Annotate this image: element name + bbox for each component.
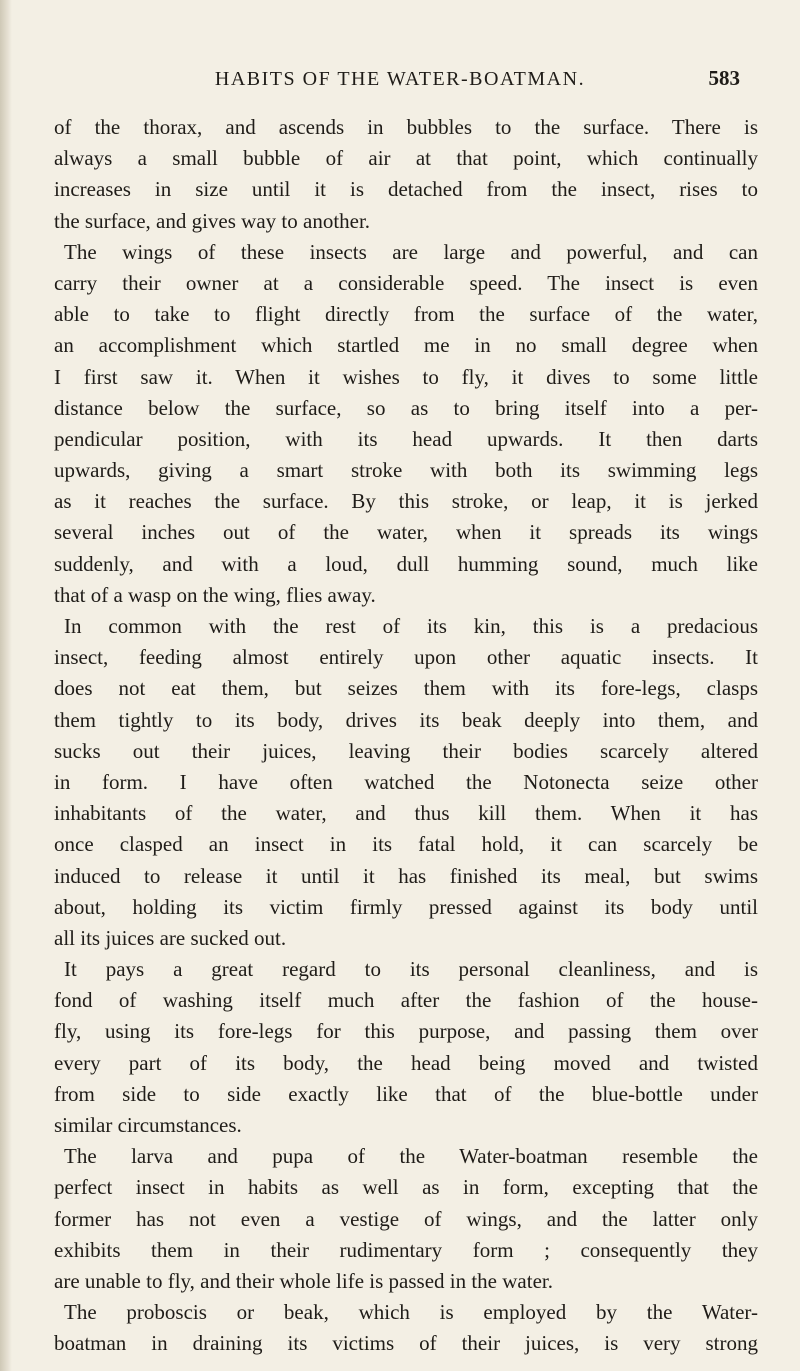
text-line: boatman in draining its victims of their juices, is very strong bbox=[54, 1331, 758, 1356]
text-line: The larva and pupa of the Water-boatman resemble the bbox=[64, 1144, 758, 1169]
text-line: sucks out their juices, leaving their bodies scarcely altered bbox=[54, 738, 758, 763]
text-line: able to take to flight directly from the surface of the water, bbox=[54, 302, 758, 327]
text-line: The wings of these insects are large and powerful, and can bbox=[64, 239, 758, 264]
text-line: all its juices are sucked out. bbox=[54, 925, 287, 950]
text-line: perfect insect in habits as well as in form, excepting that the bbox=[54, 1175, 758, 1200]
text-line: suddenly, and with a loud, dull humming sound, much like bbox=[54, 551, 758, 576]
text-line: from side to side exactly like that of the blue-bottle under bbox=[54, 1081, 758, 1106]
text-line: It pays a great regard to its personal cleanliness, and is bbox=[64, 957, 758, 982]
text-line: former has not even a vestige of wings, and the latter only bbox=[54, 1206, 758, 1231]
page-number: 583 bbox=[708, 66, 740, 90]
text-line: several inches out of the water, when it spreads its wings bbox=[54, 520, 758, 545]
text-line: as it reaches the surface. By this stroke, or leap, it is jerked bbox=[54, 489, 758, 514]
text-line: induced to release it until it has finished its meal, but swims bbox=[54, 863, 758, 888]
text-line: upwards, giving a smart stroke with both its swimming legs bbox=[54, 458, 758, 483]
text-line: pendicular position, with its head upwards. It then darts bbox=[54, 426, 758, 451]
text-line: of the thorax, and ascends in bubbles to the surface. There is bbox=[54, 115, 758, 139]
text-line: I first saw it. When it wishes to fly, it dives to some little bbox=[54, 364, 758, 389]
text-line: that of a wasp on the wing, flies away. bbox=[54, 582, 376, 607]
text-line: distance below the surface, so as to bring itself into a per- bbox=[54, 395, 758, 420]
text-line: are unable to fly, and their whole life is passed in the water. bbox=[54, 1268, 553, 1293]
text-body bbox=[54, 112, 758, 1360]
text-line: similar circumstances. bbox=[54, 1113, 242, 1137]
text-line: an accomplishment which startled me in no small degree when bbox=[54, 333, 758, 358]
page-edge-shadow bbox=[0, 0, 12, 1371]
text-line: In common with the rest of its kin, this is a predacious bbox=[64, 614, 758, 638]
text-line: fond of washing itself much after the fashion of the house- bbox=[54, 988, 758, 1013]
text-line: in form. I have often watched the Notonecta seize other bbox=[54, 769, 758, 794]
text-line: about, holding its victim firmly pressed against its body until bbox=[54, 894, 758, 919]
text-line: increases in size until it is detached from the insect, rises to bbox=[54, 177, 758, 202]
running-title: HABITS OF THE WATER-BOATMAN. bbox=[214, 68, 586, 90]
text-line: The proboscis or beak, which is employed by the Water- bbox=[64, 1300, 758, 1325]
text-line: fly, using its fore-legs for this purpose, and passing them over bbox=[54, 1019, 758, 1044]
text-line: once clasped an insect in its fatal hold, it can scarcely be bbox=[54, 832, 758, 857]
text-line: insect, feeding almost entirely upon other aquatic insects. It bbox=[54, 645, 758, 670]
text-line: inhabitants of the water, and thus kill them. When it has bbox=[54, 801, 758, 826]
text-line: the surface, and gives way to another. bbox=[54, 208, 371, 233]
text-line: does not eat them, but seizes them with its fore-legs, clasps bbox=[54, 676, 758, 701]
text-line: always a small bubble of air at that point, which continually bbox=[54, 146, 758, 171]
text-line: exhibits them in their rudimentary form ; consequently they bbox=[54, 1237, 758, 1262]
text-line: carry their owner at a considerable speed. The insect is even bbox=[54, 270, 758, 295]
text-line: every part of its body, the head being moved and twisted bbox=[54, 1050, 758, 1075]
text-line: them tightly to its body, drives its beak deeply into them, and bbox=[54, 707, 758, 732]
running-head bbox=[0, 60, 800, 100]
